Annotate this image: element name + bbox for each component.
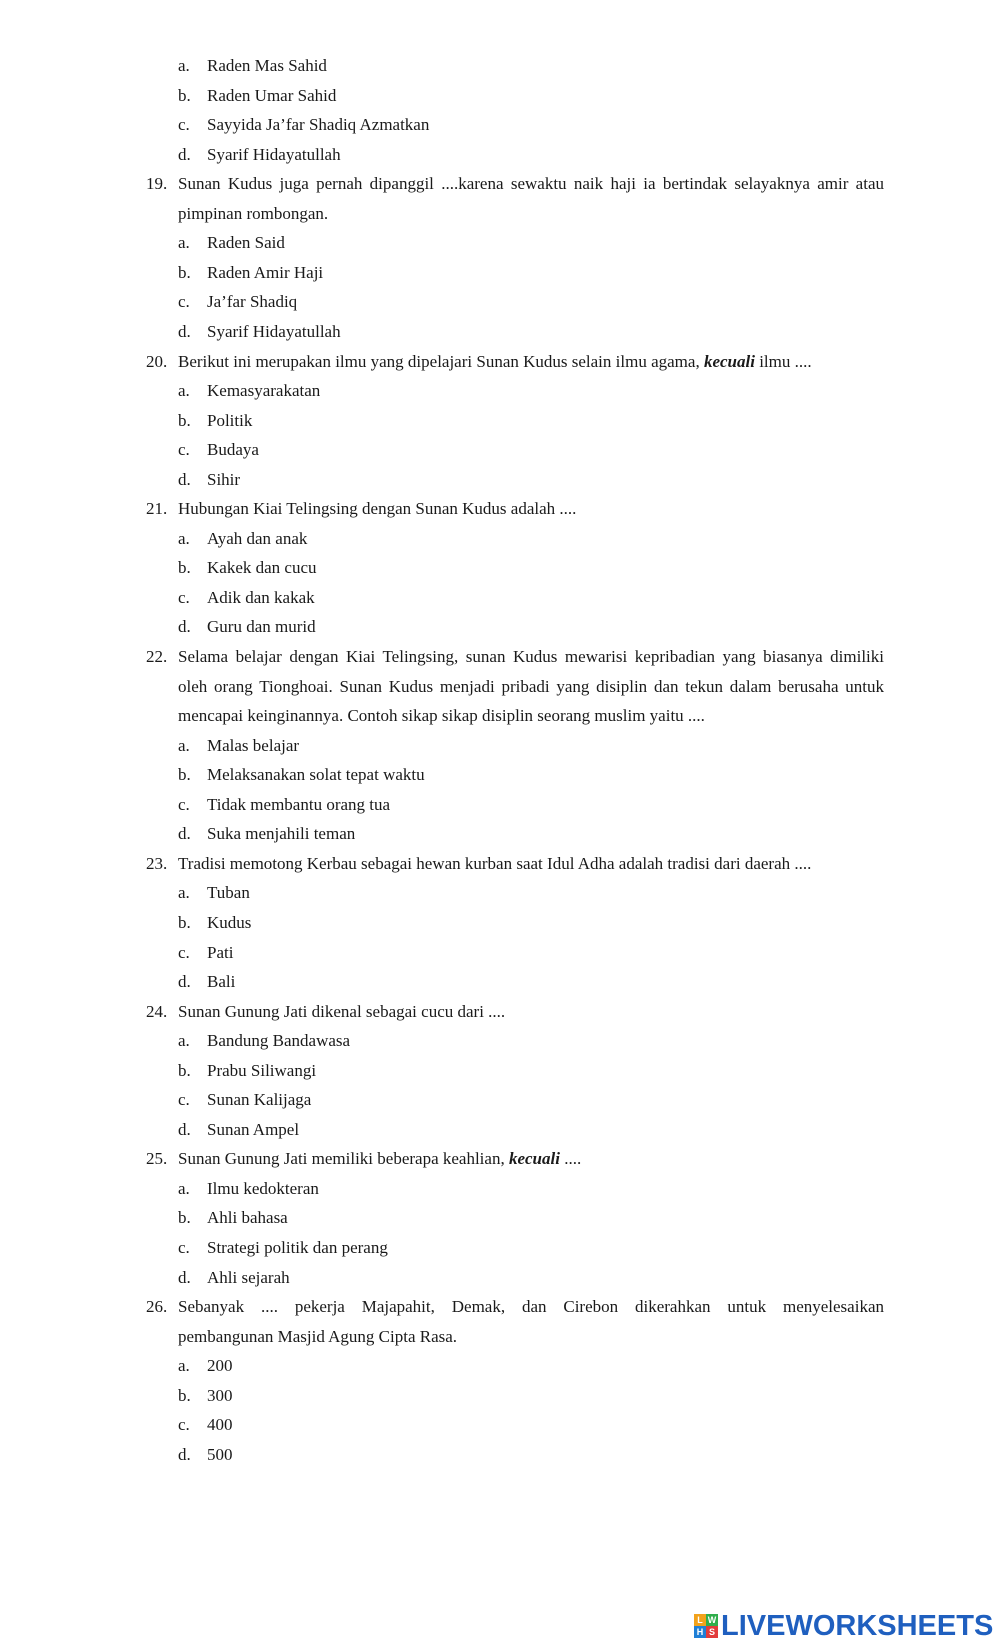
option-letter: a. [178, 883, 190, 903]
option-letter: b. [178, 1208, 191, 1228]
option-letter: c. [178, 440, 190, 460]
option-letter: b. [178, 1385, 191, 1405]
option-text: Guru dan murid [207, 617, 316, 637]
option-text: Adik dan kakak [207, 587, 315, 607]
option-text: Sunan Kalijaga [207, 1090, 312, 1110]
question-text-after: ilmu .... [754, 351, 812, 371]
option-text: Sunan Ampel [207, 1119, 300, 1139]
option-text: Syarif Hidayatullah [207, 144, 341, 164]
option-text: Budaya [207, 440, 259, 460]
option-text: Pati [207, 942, 234, 962]
question-line: oleh orang Tionghoai. Sunan Kudus menjadi pribadi yang disiplin dan tekun dalam berusaha untuk [178, 676, 884, 696]
option-letter: c. [178, 1238, 190, 1257]
question-line: mencapai keinginannya. Contoh sikap sikap disiplin seorang muslim yaitu .... [178, 706, 705, 726]
option-text: Raden Said [207, 233, 285, 253]
question-number: 21. [146, 499, 168, 519]
question-number: 22. [146, 647, 168, 666]
logo-icon-cell: L [694, 1614, 706, 1626]
question-number: 20. [146, 351, 168, 371]
option-letter: a. [178, 528, 190, 548]
option-letter: a. [178, 233, 190, 253]
option-letter: a. [178, 1178, 190, 1198]
option-text: Politik [207, 410, 253, 430]
question-text-after: .... [559, 1149, 582, 1169]
question-text-before: Berikut ini merupakan ilmu yang dipelajari Sunan Kudus selain ilmu agama, [178, 351, 704, 371]
logo-icon [694, 1614, 718, 1638]
question-number: 25. [146, 1149, 168, 1169]
liveworksheets-logo [694, 1610, 993, 1642]
option-text: 200 [207, 1356, 233, 1376]
option-letter: d. [178, 972, 191, 992]
question-line: pimpinan rombongan. [178, 203, 329, 223]
question-line: Selama belajar dengan Kiai Telingsing, sunan Kudus mewarisi kepribadian yang biasanya dimiliki [178, 647, 884, 666]
option-letter: b. [178, 262, 191, 282]
question-number: 24. [146, 1001, 168, 1021]
option-letter: d. [178, 824, 191, 844]
logo-icon-cell: S [706, 1626, 718, 1638]
option-text: Suka menjahili teman [207, 824, 356, 844]
logo-icon-cell: W [707, 1615, 717, 1625]
option-letter: a. [178, 735, 190, 755]
option-text: Ahli sejarah [207, 1267, 290, 1287]
option-letter: c. [178, 115, 190, 135]
option-text: Raden Mas Sahid [207, 56, 327, 75]
option-letter: a. [178, 56, 190, 75]
option-text: Prabu Siliwangi [207, 1060, 317, 1080]
option-text: 400 [207, 1415, 233, 1435]
logo-text: LIVEWORKSHEETS [721, 1609, 994, 1642]
option-letter: d. [178, 144, 191, 164]
option-letter: b. [178, 1060, 191, 1080]
option-text: Sihir [207, 469, 241, 489]
question-text-before: Sunan Gunung Jati memiliki beberapa keahlian, [178, 1149, 509, 1169]
option-text: Kakek dan cucu [207, 558, 317, 578]
question-number: 26. [146, 1297, 168, 1317]
option-letter: d. [178, 469, 191, 489]
option-letter: a. [178, 1356, 190, 1376]
option-letter: b. [178, 765, 191, 785]
option-text: Melaksanakan solat tepat waktu [207, 765, 425, 785]
question-line: Hubungan Kiai Telingsing dengan Sunan Kudus adalah .... [178, 499, 577, 519]
option-text: Tidak membantu orang tua [207, 794, 391, 814]
question-line [178, 352, 812, 372]
option-text: Kudus [207, 912, 252, 932]
question-line: Sunan Gunung Jati dikenal sebagai cucu dari .... [178, 1001, 506, 1021]
option-text: Bandung Bandawasa [207, 1031, 351, 1051]
option-text: Strategi politik dan perang [207, 1238, 388, 1257]
question-line: Sebanyak .... pekerja Majapahit, Demak, dan Cirebon dikerahkan untuk menyelesaikan [178, 1297, 884, 1317]
option-letter: c. [178, 292, 190, 312]
option-letter: c. [178, 1090, 190, 1110]
option-text: Ayah dan anak [207, 528, 308, 548]
option-text: Bali [207, 972, 236, 992]
option-letter: d. [178, 1267, 191, 1287]
option-text: Tuban [207, 883, 250, 903]
option-text: Ja’far Shadiq [207, 292, 298, 312]
emphasis-kecuali: kecuali [703, 351, 755, 371]
option-letter: b. [178, 85, 191, 105]
option-letter: b. [178, 558, 191, 578]
question-line: Sunan Kudus juga pernah dipanggil ....karena sewaktu naik haji ia bertindak selayaknya amir atau [178, 174, 884, 194]
question-line: pembangunan Masjid Agung Cipta Rasa. [178, 1326, 458, 1346]
option-text: Kemasyarakatan [207, 381, 321, 401]
option-text: Raden Amir Haji [207, 262, 324, 282]
option-text: Malas belajar [207, 735, 300, 755]
option-letter: b. [178, 410, 191, 430]
option-letter: d. [178, 321, 191, 341]
emphasis-kecuali: kecuali [508, 1149, 560, 1169]
option-letter: d. [178, 617, 191, 637]
option-letter: a. [178, 381, 190, 401]
question-number: 19. [146, 174, 168, 194]
question-line: Tradisi memotong Kerbau sebagai hewan kurban saat Idul Adha adalah tradisi dari daerah .... [178, 853, 812, 873]
option-letter: d. [178, 1119, 191, 1139]
option-letter: c. [178, 1415, 190, 1435]
option-text: Raden Umar Sahid [207, 85, 337, 105]
question-line [178, 1149, 581, 1169]
option-text: 500 [207, 1444, 233, 1464]
question-number: 23. [146, 853, 168, 873]
option-letter: a. [178, 1031, 190, 1051]
option-letter: d. [178, 1444, 191, 1464]
option-text: Ilmu kedokteran [207, 1178, 319, 1198]
option-text: Sayyida Ja’far Shadiq Azmatkan [207, 115, 430, 135]
option-text: Syarif Hidayatullah [207, 321, 341, 341]
option-text: 300 [207, 1385, 233, 1405]
option-text: Ahli bahasa [207, 1208, 288, 1228]
option-letter: c. [178, 794, 190, 814]
logo-icon-cell: H [694, 1626, 706, 1638]
option-letter: c. [178, 587, 190, 607]
option-letter: b. [178, 912, 191, 932]
option-letter: c. [178, 942, 190, 962]
